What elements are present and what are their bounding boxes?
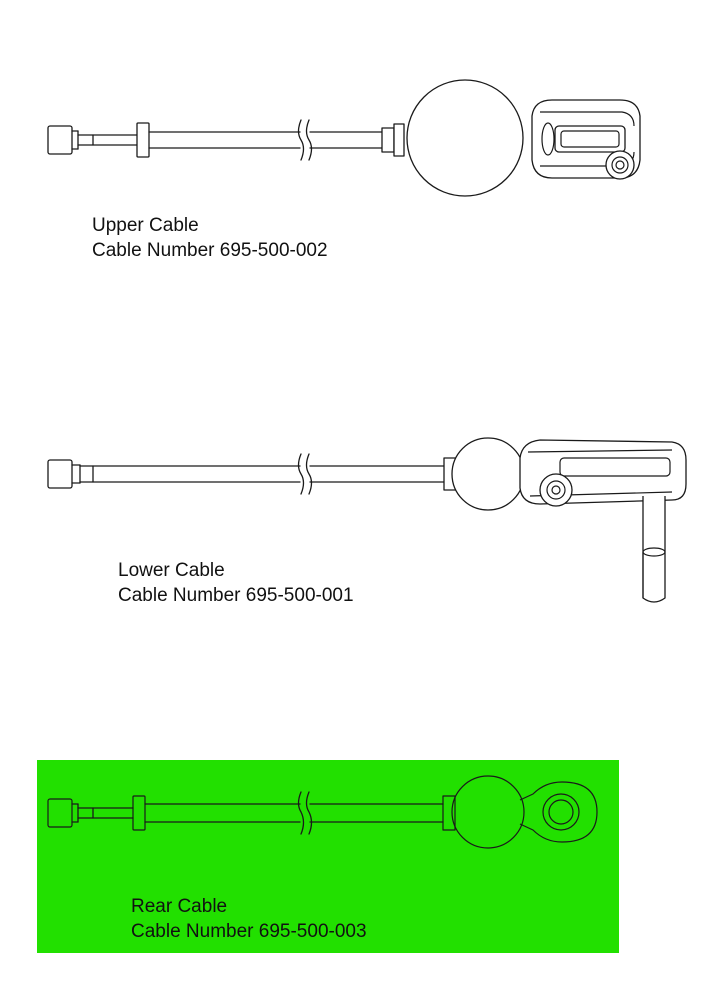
break-mark — [299, 792, 304, 834]
upper-cable-title: Upper Cable — [92, 215, 199, 236]
lower-cable-title: Lower Cable — [118, 560, 225, 581]
cable-collar — [133, 796, 145, 830]
cable-end-fitting — [48, 460, 72, 488]
cable-collar — [137, 123, 149, 157]
break-mark — [299, 454, 304, 494]
upper-cable-caption — [92, 213, 328, 263]
rear-cable-title: Rear Cable — [131, 896, 228, 917]
upper-cable-figure — [0, 0, 722, 300]
rear-cable-number: Cable Number 695-500-003 — [131, 921, 367, 942]
rear-cable-caption — [131, 894, 367, 944]
cable-end-fitting — [48, 126, 72, 154]
upper-cable-number: Cable Number 695-500-002 — [92, 240, 328, 261]
cable-end-fitting — [48, 799, 72, 827]
break-mark — [299, 120, 304, 160]
cable-ferrule — [382, 128, 394, 152]
upper-cable-drawing — [0, 0, 722, 220]
cable-ball — [452, 776, 524, 848]
cable-ball — [407, 80, 523, 196]
rear-cable-drawing — [37, 760, 619, 890]
cable-ball — [452, 438, 524, 510]
handle-arm — [643, 496, 665, 602]
clevis-fitting — [532, 100, 640, 179]
lower-cable-figure — [0, 380, 722, 640]
eyelet-fitting — [520, 782, 597, 842]
lower-cable-caption — [118, 558, 354, 608]
lower-cable-number: Cable Number 695-500-001 — [118, 585, 354, 606]
rear-cable-highlight — [37, 760, 619, 953]
lower-cable-drawing — [0, 380, 722, 620]
